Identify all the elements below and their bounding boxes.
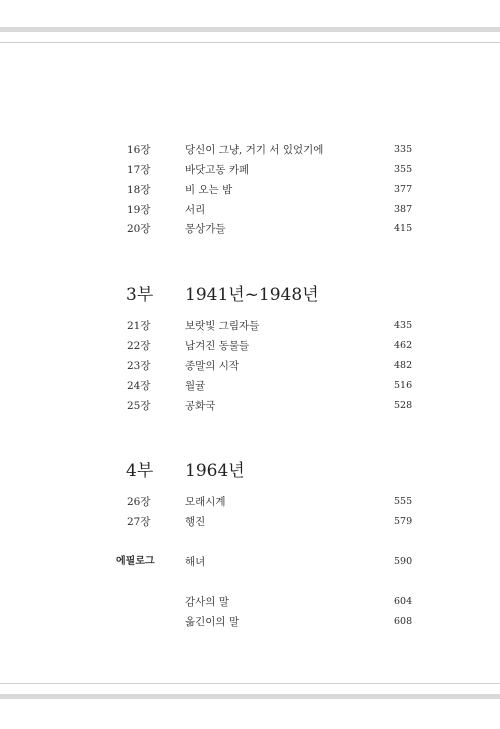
chapter-number: 19장 xyxy=(127,204,151,216)
toc-row xyxy=(0,219,500,239)
chapter-title: 당신이 그냥, 거기 서 있었기에 xyxy=(185,144,324,156)
toc-row-extra xyxy=(0,592,500,612)
page-number: 579 xyxy=(394,516,413,527)
page-number: 335 xyxy=(394,144,413,155)
chapter-number: 24장 xyxy=(127,380,151,392)
chapter-number: 20장 xyxy=(127,223,151,235)
chapter-number: 25장 xyxy=(127,400,151,412)
page-number: 377 xyxy=(394,184,413,195)
page-number: 528 xyxy=(394,400,413,411)
toc-row-epilogue xyxy=(0,552,500,572)
toc-row xyxy=(0,180,500,200)
part-heading xyxy=(0,456,500,486)
chapter-title: 공화국 xyxy=(185,400,216,412)
chapter-title: 해녀 xyxy=(185,556,206,568)
page-number: 482 xyxy=(394,360,413,371)
toc-row xyxy=(0,140,500,160)
part-label: 4부 xyxy=(126,461,154,481)
chapter-title: 모래시계 xyxy=(185,496,226,508)
top-rule xyxy=(0,42,500,43)
toc-row xyxy=(0,336,500,356)
chapter-number: 17장 xyxy=(127,164,151,176)
top-band xyxy=(0,27,500,32)
page-number: 415 xyxy=(394,223,413,234)
page-number: 590 xyxy=(394,556,413,567)
toc-row-extra xyxy=(0,612,500,632)
chapter-number: 21장 xyxy=(127,320,151,332)
toc-row xyxy=(0,376,500,396)
page-number: 555 xyxy=(394,496,413,507)
chapter-title: 종말의 시작 xyxy=(185,360,240,372)
toc-row xyxy=(0,356,500,376)
page-number: 355 xyxy=(394,164,413,175)
chapter-title: 옮긴이의 말 xyxy=(185,616,240,628)
chapter-title: 바닷고동 카페 xyxy=(185,164,250,176)
chapter-title: 몽상가들 xyxy=(185,223,226,235)
bottom-band xyxy=(0,694,500,699)
chapter-title: 감사의 말 xyxy=(185,596,229,608)
page-number: 604 xyxy=(394,596,413,607)
part-heading xyxy=(0,280,500,310)
toc-row xyxy=(0,160,500,180)
chapter-title: 행진 xyxy=(185,516,206,528)
toc-row xyxy=(0,492,500,512)
chapter-title: 서리 xyxy=(185,204,206,216)
page-number: 462 xyxy=(394,340,413,351)
chapter-number: 16장 xyxy=(127,144,151,156)
page-number: 387 xyxy=(394,204,413,215)
page-number: 435 xyxy=(394,320,413,331)
chapter-number: 22장 xyxy=(127,340,151,352)
epilogue-label: 에필로그 xyxy=(116,556,155,567)
page-number: 608 xyxy=(394,616,413,627)
chapter-number: 18장 xyxy=(127,184,151,196)
part-years: 1964년 xyxy=(185,461,245,481)
page-number: 516 xyxy=(394,380,413,391)
chapter-title: 월귤 xyxy=(185,380,206,392)
chapter-number: 27장 xyxy=(127,516,151,528)
bottom-rule xyxy=(0,683,500,684)
part-label: 3부 xyxy=(126,285,154,305)
chapter-number: 23장 xyxy=(127,360,151,372)
chapter-title: 비 오는 밤 xyxy=(185,184,233,196)
chapter-title: 남겨진 동물들 xyxy=(185,340,250,352)
chapter-number: 26장 xyxy=(127,496,151,508)
toc-row xyxy=(0,512,500,532)
chapter-title: 보랏빛 그림자들 xyxy=(185,320,260,332)
toc-row xyxy=(0,396,500,416)
part-years: 1941년~1948년 xyxy=(185,285,319,305)
toc-row xyxy=(0,200,500,220)
toc-row xyxy=(0,316,500,336)
